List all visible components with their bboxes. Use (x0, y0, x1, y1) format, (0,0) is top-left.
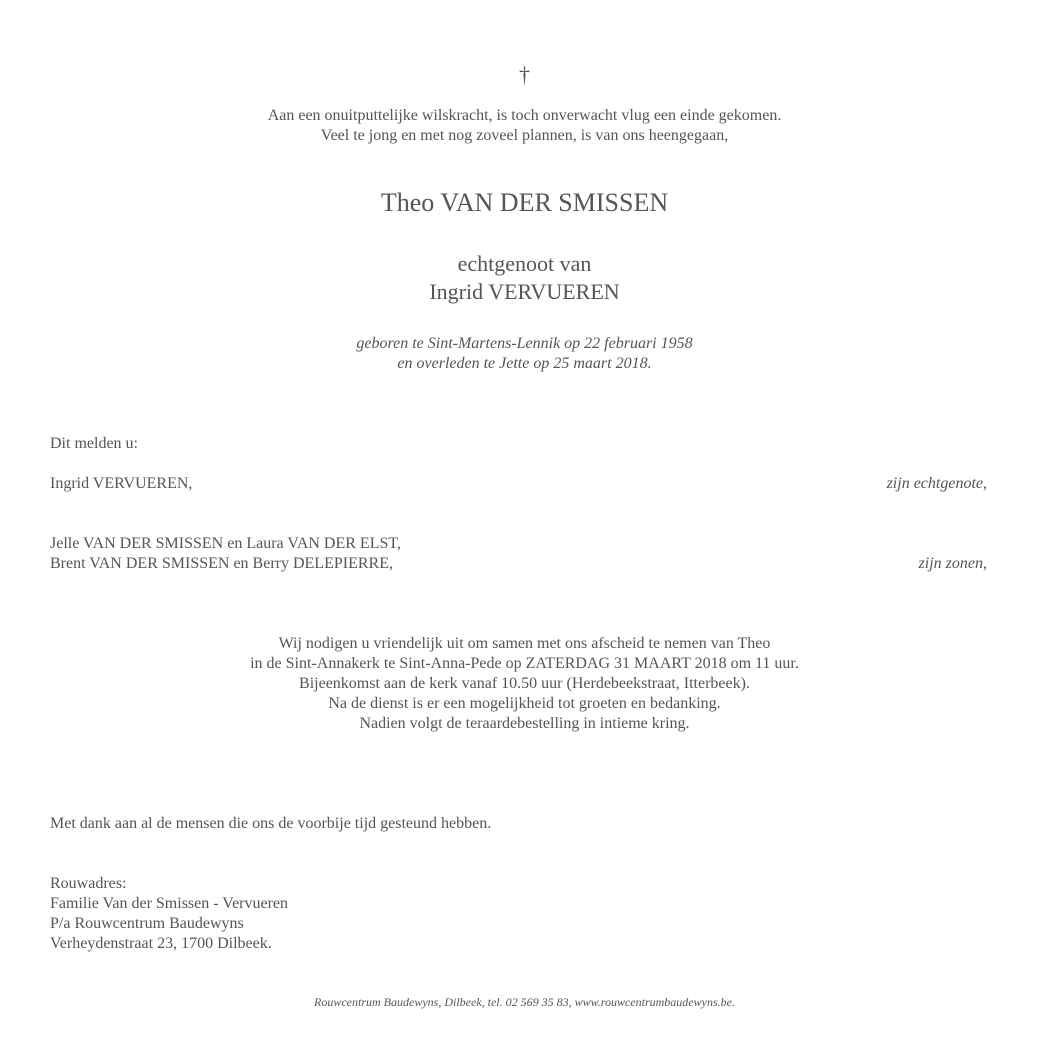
invitation-line: Na de dienst is er een mogelijkheid tot groeten en bedanking. (328, 695, 721, 712)
birth-line: geboren te Sint-Martens-Lennik op 22 februari 1958 (356, 335, 693, 352)
family-member-names (50, 474, 192, 494)
deceased-name: Theo VAN DER SMISSEN (380, 188, 669, 217)
address-line: P/a Rouwcentrum Baudewyns (50, 915, 244, 932)
family-name-line: Brent VAN DER SMISSEN en Berry DELEPIERRE, (50, 555, 393, 572)
family-name-line: Ingrid VERVUEREN, (50, 475, 193, 492)
invitation-line: in de Sint-Annakerk te Sint-Anna-Pede op ZATERDAG 31 MAART 2018 om 11 uur. (250, 655, 799, 672)
family-relation: zijn zonen, (918, 555, 987, 572)
spouse-relation: echtgenoot van (457, 251, 592, 276)
mourning-address (50, 874, 288, 954)
death-line: en overleden te Jette op 25 maart 2018. (397, 355, 652, 372)
invitation-line: Wij nodigen u vriendelijk uit om samen met ons afscheid te nemen van Theo (278, 635, 771, 652)
thanks-text: Met dank aan al de mensen die ons de voorbije tijd gesteund hebben. (50, 815, 492, 832)
life-dates (0, 334, 1049, 374)
cross-symbol: † (519, 62, 530, 87)
family-relation: zijn echtgenote, (886, 475, 987, 492)
address-line: Rouwadres: (50, 875, 127, 892)
announcement-intro: Dit melden u: (50, 435, 138, 452)
footer-contact: Rouwcentrum Baudewyns, Dilbeek, tel. 02 569 35 83, www.rouwcentrumbaudewyns.be. (314, 995, 735, 1009)
spouse-block (0, 250, 1049, 306)
invitation-line: Bijeenkomst aan de kerk vanaf 10.50 uur (Herdebeekstraat, Itterbeek). (299, 675, 750, 692)
family-name-line: Jelle VAN DER SMISSEN en Laura VAN DER ELST, (50, 535, 401, 552)
address-line: Verheydenstraat 23, 1700 Dilbeek. (50, 935, 272, 952)
spouse-name: Ingrid VERVUEREN (429, 279, 620, 304)
family-member-names (50, 534, 401, 574)
intro-line: Veel te jong en met nog zoveel plannen, is van ons heengegaan, (320, 127, 729, 144)
intro-text (0, 106, 1049, 146)
address-line: Familie Van der Smissen - Vervueren (50, 895, 289, 912)
invitation-text (0, 634, 1049, 734)
invitation-line: Nadien volgt de teraardebestelling in intieme kring. (359, 715, 690, 732)
intro-line: Aan een onuitputtelijke wilskracht, is toch onverwacht vlug een einde gekomen. (267, 107, 782, 124)
